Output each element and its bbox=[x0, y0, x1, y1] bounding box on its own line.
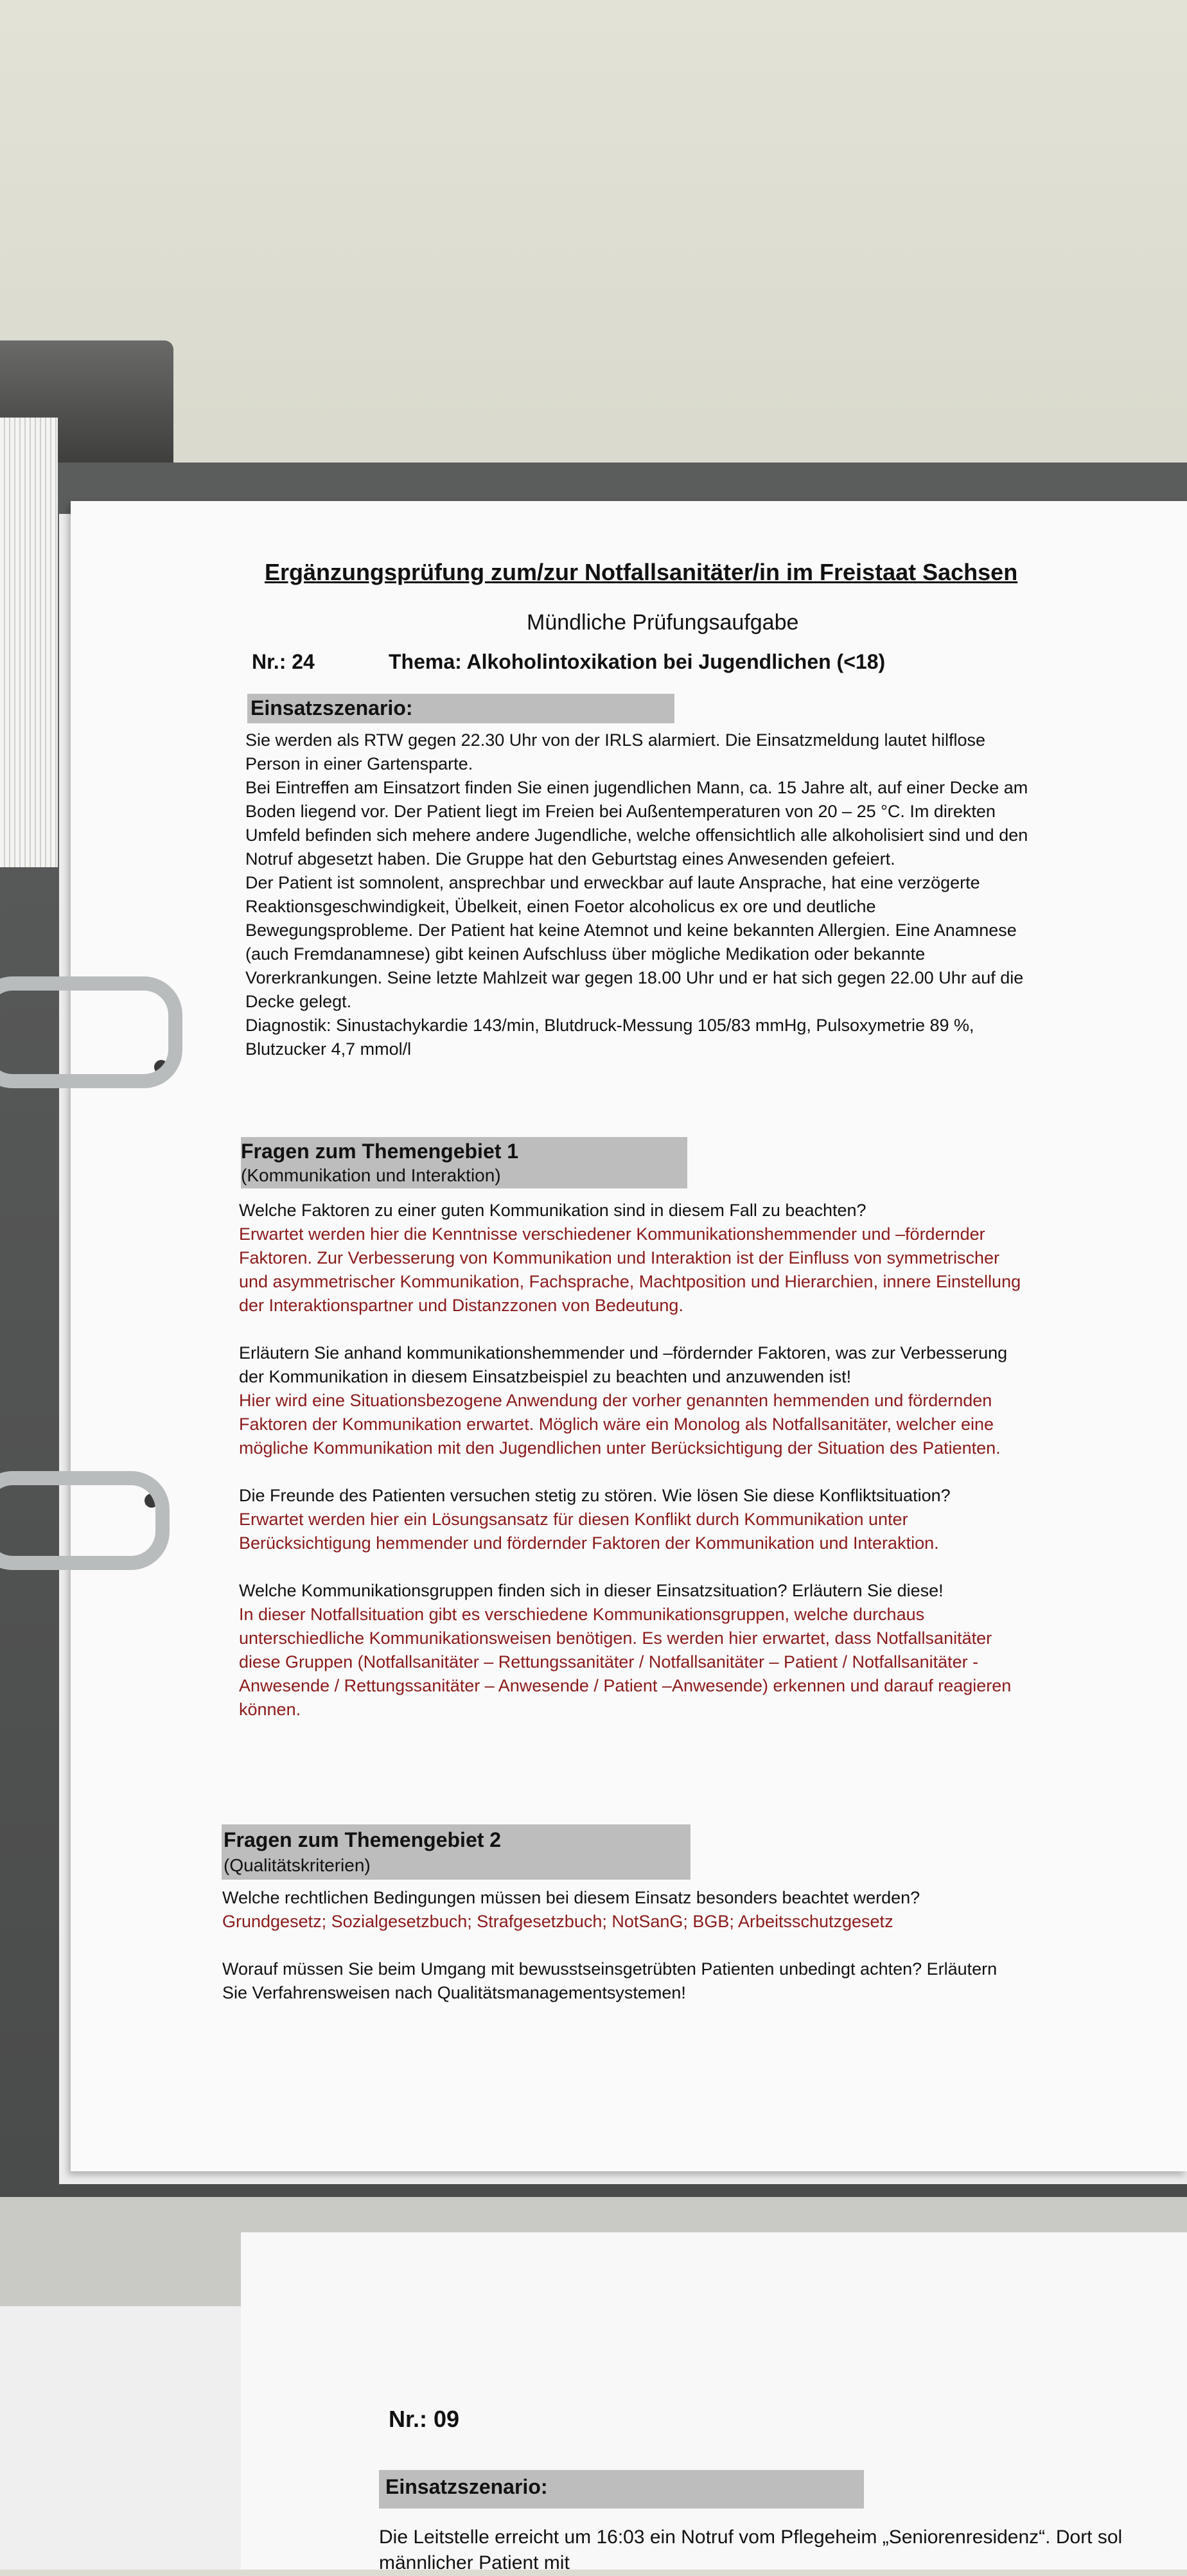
binder-ring bbox=[0, 1471, 170, 1570]
answer-line: Hier wird eine Situationsbezogene Anwendung der vorher genannten hemmenden und fördernden bbox=[239, 1391, 992, 1410]
question-line: Sie Verfahrensweisen nach Qualitätsmanagementsystemen! bbox=[222, 1983, 686, 2002]
topic1-content bbox=[239, 1199, 1021, 1722]
paper-stack bbox=[0, 418, 58, 867]
text-line: Umfeld befinden sich mehere andere Jugendliche, welche offensichtlich alle alkoholisiert sind und den bbox=[245, 825, 1028, 845]
text-line: (auch Fremdanamnese) gibt keinen Aufschluss über mögliche Medikation oder bekannte bbox=[245, 944, 926, 964]
question-line: Die Freunde des Patienten versuchen stetig zu stören. Wie lösen Sie diese Konfliktsituation? bbox=[239, 1486, 951, 1505]
topic2-subheading: (Qualitätskriterien) bbox=[224, 1855, 371, 1875]
topic1-heading: Fragen zum Themengebiet 1 bbox=[241, 1140, 519, 1163]
background-wall bbox=[0, 0, 1187, 488]
exam-sheet bbox=[71, 501, 1187, 2171]
question-line: Worauf müssen Sie beim Umgang mit bewusstseinsgetrübten Patienten unbedingt achten? Erläutern bbox=[222, 1959, 998, 1979]
question-line: der Kommunikation in diesem Einsatzbeispiel zu beachten und anzuwenden ist! bbox=[239, 1367, 852, 1386]
answer-line: können. bbox=[239, 1700, 301, 1719]
topic1-subheading: (Kommunikation und Interaktion) bbox=[241, 1165, 501, 1185]
answer-line: Erwartet werden hier die Kenntnisse verschiedener Kommunikationshemmender und –fördernder bbox=[239, 1224, 985, 1244]
scenario-heading: Einsatzszenario: bbox=[251, 696, 413, 719]
text-line: Bei Eintreffen am Einsatzort finden Sie einen jugendlichen Mann, ca. 15 Jahre alt, auf einer Decke am bbox=[245, 778, 1028, 797]
second-exam-sheet bbox=[241, 2232, 1187, 2573]
answer-line: und asymmetrischer Kommunikation, Fachsprache, Machtposition und Hierarchien, innere Einstellung bbox=[239, 1272, 1021, 1291]
answer-line: diese Gruppen (Notfallsanitäter – Rettungssanitäter / Notfallsanitäter – Patient / Notfallsanitäter - bbox=[239, 1652, 979, 1672]
question-line: Welche rechtlichen Bedingungen müssen bei diesem Einsatz besonders beachtet werden? bbox=[222, 1888, 920, 1907]
answer-line: Faktoren der Kommunikation erwartet. Möglich wäre ein Monolog als Notfallsanitäter, welcher eine bbox=[239, 1415, 994, 1434]
question-line: Erläutern Sie anhand kommunikationshemmender und –fördernder Faktoren, was zur Verbesserung bbox=[239, 1343, 1008, 1363]
text-line: Der Patient ist somnolent, ansprechbar und erweckbar auf laute Ansprache, hat eine verzögerte bbox=[245, 873, 980, 892]
document-title: Ergänzungsprüfung zum/zur Notfallsanitäter/in im Freistaat Sachsen bbox=[265, 559, 1018, 585]
answer-line: Berücksichtigung hemmender und fördernder Faktoren der Kommunikation und Interaktion. bbox=[239, 1533, 939, 1553]
scenario-text bbox=[245, 728, 1028, 1061]
answer-line: der Interaktionspartner und Distanzzonen von Bedeutung. bbox=[239, 1296, 683, 1315]
underlying-sheet bbox=[0, 2306, 244, 2570]
question-line: Welche Kommunikationsgruppen finden sich in dieser Einsatzsituation? Erläutern Sie diese! bbox=[239, 1581, 944, 1600]
answer-line: Erwartet werden hier ein Lösungsansatz für diesen Konflikt durch Kommunikation unter bbox=[239, 1510, 908, 1529]
answer-line: mögliche Kommunikation mit den Jugendlichen unter Berücksichtigung der Situation des Patienten. bbox=[239, 1438, 1001, 1458]
topic2-heading: Fragen zum Themengebiet 2 bbox=[224, 1828, 502, 1851]
second-task-number: Nr.: 09 bbox=[389, 2406, 460, 2432]
binder-ring bbox=[0, 976, 182, 1088]
text-line: Sie werden als RTW gegen 22.30 Uhr von der IRLS alarmiert. Die Einsatzmeldung lautet hilflose bbox=[245, 730, 986, 750]
text-line: Bewegungsprobleme. Der Patient hat keine Atemnot und keine bekannten Allergien. Eine Anamnese bbox=[245, 921, 1017, 940]
text-line: Die Leitstelle erreicht um 16:03 ein Notruf vom Pflegeheim „Seniorenresidenz“. Dort sol bbox=[379, 2527, 1123, 2548]
task-theme: Thema: Alkoholintoxikation bei Jugendlichen (<18) bbox=[389, 650, 886, 673]
text-line: Notruf abgesetzt haben. Die Gruppe hat den Geburtstag eines Anwesenden gefeiert. bbox=[245, 849, 895, 869]
answer-line: unterschiedliche Kommunikationsweisen benötigen. Es werden hier erwartet, dass Notfallsanitäter bbox=[239, 1628, 992, 1648]
task-number: Nr.: 24 bbox=[252, 650, 315, 673]
answer-line: In dieser Notfallsituation gibt es verschiedene Kommunikationsgruppen, welche durchaus bbox=[239, 1605, 925, 1624]
document-subtitle: Mündliche Prüfungsaufgabe bbox=[527, 610, 799, 635]
text-line: Diagnostik: Sinustachykardie 143/min, Blutdruck-Messung 105/83 mmHg, Pulsoxymetrie 89 %, bbox=[245, 1016, 974, 1035]
second-scenario-heading: Einsatzszenario: bbox=[385, 2475, 548, 2498]
text-line: Reaktionsgeschwindigkeit, Übelkeit, einen Foetor alcoholicus ex ore und deutliche bbox=[245, 897, 876, 916]
text-line: Vorerkrankungen. Seine letzte Mahlzeit war gegen 18.00 Uhr und er hat sich gegen 22.00 Uhr auf die bbox=[245, 968, 1024, 987]
answer-line: Grundgesetz; Sozialgesetzbuch; Strafgesetzbuch; NotSanG; BGB; Arbeitsschutzgesetz bbox=[222, 1912, 893, 1931]
text-line: Blutzucker 4,7 mmol/l bbox=[245, 1039, 412, 1059]
topic2-content bbox=[222, 1886, 997, 2005]
text-line: Decke gelegt. bbox=[245, 992, 352, 1011]
text-line: Person in einer Gartensparte. bbox=[245, 754, 473, 773]
text-line: männlicher Patient mit bbox=[379, 2552, 570, 2573]
second-scenario-text bbox=[379, 2525, 1122, 2576]
text-line: Boden liegend vor. Der Patient liegt im Freien bei Außentemperaturen von 20 – 25 °C. Im direkten bbox=[245, 802, 996, 821]
answer-line: Anwesende / Rettungssanitäter – Anwesende / Patient –Anwesende) erkennen und darauf reagieren bbox=[239, 1676, 1012, 1695]
answer-line: Faktoren. Zur Verbesserung von Kommunikation und Interaktion ist der Einfluss von symmetrischer bbox=[239, 1248, 1000, 1267]
question-line: Welche Faktoren zu einer guten Kommunikation sind in diesem Fall zu beachten? bbox=[239, 1201, 866, 1220]
